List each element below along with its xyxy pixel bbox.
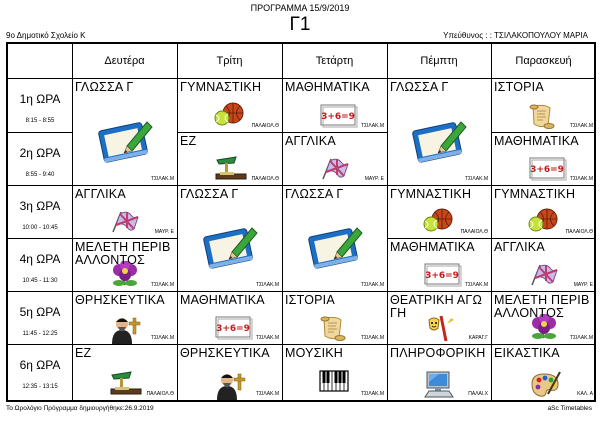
- grid-line: [387, 238, 491, 239]
- timetable-cell: [491, 78, 596, 132]
- flag-icon: [528, 261, 558, 291]
- period-name: 6η ΩΡΑ: [19, 358, 61, 372]
- subject-name: ΕΖ: [180, 134, 197, 148]
- subject-name: ΜΑΘΗΜΑΤΙΚΑ: [494, 134, 579, 148]
- svg-text:3+6=9: 3+6=9: [320, 112, 355, 122]
- tablet-pen-icon: [307, 222, 363, 275]
- teacher-name: ΤΣΙΛΑΚ.Μ: [360, 391, 384, 397]
- teacher-name: ΤΣΙΛΑΚ.Μ: [360, 335, 384, 341]
- period-name: 4η ΩΡΑ: [19, 252, 61, 266]
- period-label-2: [8, 132, 72, 185]
- timetable-cell: [177, 185, 282, 291]
- math-icon: [423, 261, 463, 291]
- grid-line: [8, 344, 72, 345]
- balls-icon: [214, 102, 244, 131]
- desk-lamp-icon: [109, 370, 143, 400]
- subject-name: ΓΥΜΝΑΣΤΙΚΗ: [390, 187, 472, 201]
- teacher-name: ΜΑΥΡ. Ε: [154, 229, 174, 235]
- teacher-name: ΤΣΙΛΑΚ.Μ: [255, 335, 279, 341]
- teacher-name: ΤΣΙΛΑΚ.Μ: [569, 335, 593, 341]
- subject-name: ΓΥΜΝΑΣΤΙΚΗ: [494, 187, 576, 201]
- grid-line: [387, 185, 491, 186]
- period-time: 11:45 - 12:25: [22, 331, 58, 337]
- period-label-6: [8, 344, 72, 400]
- subject-name: ΘΡΗΣΚΕΥΤΙΚΑ: [75, 293, 165, 307]
- timetable-cell: [491, 238, 596, 291]
- teacher-name: ΚΑΛ. Α: [577, 391, 593, 397]
- grid-line: [177, 132, 282, 133]
- subject-name: ΙΣΤΟΡΙΑ: [494, 80, 544, 94]
- teacher-name: ΠΑΛΑΙΟΛ.Θ: [251, 123, 279, 129]
- teacher-name: ΤΣΙΛΑΚ.Μ: [255, 282, 279, 288]
- subject-name: ΓΛΩΣΣΑ Γ: [75, 80, 134, 94]
- teacher-name: ΠΑΛΑΙΟΛ.Θ: [251, 176, 279, 182]
- grid-line: [72, 185, 177, 186]
- subject-name: ΕΙΚΑΣΤΙΚΑ: [494, 346, 560, 360]
- computer-icon: [423, 370, 455, 400]
- day-header-2: Τετάρτη: [315, 55, 354, 67]
- period-time: 10:45 - 11:30: [22, 278, 58, 284]
- teacher-name: ΤΣΙΛΑΚ.Μ: [464, 282, 488, 288]
- subject-name: ΑΓΓΛΙΚΑ: [285, 134, 336, 148]
- subject-name: ΜΕΛΕΤΗ ΠΕΡΙΒΑΛΛΟΝΤΟΣ: [494, 293, 590, 320]
- subject-name: ΜΑΘΗΜΑΤΙΚΑ: [390, 240, 475, 254]
- period-time: 8:15 - 8:55: [25, 118, 55, 124]
- teacher-name: ΤΣΙΛΑΚ.Μ: [464, 176, 488, 182]
- day-header-1: Τρίτη: [216, 55, 243, 67]
- schedule-title: ΠΡΟΓΡΑΜΜΑ 15/9/2019: [250, 3, 350, 13]
- timetable-cell: [387, 78, 491, 185]
- subject-name: ΑΓΓΛΙΚΑ: [494, 240, 545, 254]
- teacher-name: ΜΑΥΡ. Ε: [573, 282, 593, 288]
- flag-icon: [319, 155, 349, 185]
- day-header-0: Δευτέρα: [104, 55, 145, 67]
- flag-icon: [109, 208, 139, 238]
- teacher-name: ΤΣΙΛΑΚ.Μ: [150, 176, 174, 182]
- subject-name: ΜΑΘΗΜΑΤΙΚΑ: [285, 80, 370, 94]
- grid-line: [177, 291, 282, 292]
- math-icon: [528, 155, 568, 185]
- priest-cross-icon: [214, 370, 248, 400]
- balls-icon: [528, 208, 558, 237]
- period-name: 3η ΩΡΑ: [19, 199, 61, 213]
- balls-icon: [423, 208, 453, 237]
- scroll-icon: [528, 102, 556, 132]
- responsible-teacher: Υπεύθυνος : : ΤΣΙΛΑΚΟΠΟΥΛΟΥ ΜΑΡΙΑ: [443, 31, 588, 40]
- timetable-cell: [177, 291, 282, 344]
- desk-lamp-icon: [214, 155, 248, 185]
- palette-icon: [528, 370, 562, 400]
- day-header-3: Πέμπτη: [420, 55, 458, 67]
- teacher-name: ΤΣΙΛΑΚ.Μ: [360, 282, 384, 288]
- timetable-cell: [72, 344, 177, 400]
- svg-text:3+6=9: 3+6=9: [215, 324, 250, 334]
- grid-line: [8, 291, 72, 292]
- teacher-name: ΤΣΙΛΑΚ.Μ: [569, 176, 593, 182]
- teacher-name: ΠΑΛΑΙΟΛ.Θ: [565, 229, 593, 235]
- teacher-name: ΤΣΙΛΑΚ.Μ: [569, 123, 593, 129]
- timetable-cell: [177, 132, 282, 185]
- period-name: 5η ΩΡΑ: [19, 305, 61, 319]
- subject-name: ΓΛΩΣΣΑ Γ: [285, 187, 344, 201]
- teacher-name: ΚΑΡΑΓ.Γ: [468, 335, 488, 341]
- timetable-cell: [491, 291, 596, 344]
- subject-name: ΘΡΗΣΚΕΥΤΙΚΑ: [180, 346, 270, 360]
- school-name: 9ο Δημοτικό Σχολείο Κ: [6, 31, 86, 40]
- scroll-icon: [319, 314, 347, 344]
- timetable-cell: [387, 344, 491, 400]
- timetable-cell: [282, 132, 387, 185]
- period-name: 2η ΩΡΑ: [19, 146, 61, 160]
- teacher-name: ΤΣΙΛΑΚ.Μ: [255, 391, 279, 397]
- timetable-cell: [387, 185, 491, 238]
- period-time: 8:55 - 9:40: [25, 172, 55, 178]
- timetable-cell: [177, 78, 282, 132]
- timetable-cell: [491, 344, 596, 400]
- subject-name: ΜΑΘΗΜΑΤΙΚΑ: [180, 293, 265, 307]
- timetable-cell: [491, 185, 596, 238]
- teacher-name: ΤΣΙΛΑΚ.Μ: [150, 282, 174, 288]
- timetable-grid: [6, 42, 596, 402]
- teacher-name: ΤΣΙΛΑΚ.Μ: [360, 123, 384, 129]
- teacher-name: ΤΣΙΛΑΚ.Μ: [150, 335, 174, 341]
- grid-line: [8, 78, 596, 79]
- teacher-name: ΠΑΛΑΙΟΛ.Θ: [460, 229, 488, 235]
- teacher-name: ΜΑΥΡ. Ε: [364, 176, 384, 182]
- tablet-pen-icon: [202, 222, 258, 275]
- period-label-3: [8, 185, 72, 238]
- subject-name: ΜΟΥΣΙΚΗ: [285, 346, 344, 360]
- timetable-cell: [491, 132, 596, 185]
- grid-line: [491, 238, 596, 239]
- math-icon: [319, 102, 359, 132]
- period-time: 12:35 - 13:15: [22, 384, 58, 390]
- grid-line: [8, 238, 72, 239]
- subject-name: ΘΕΑΤΡΙΚΗ ΑΓΩΓΗ: [390, 293, 483, 320]
- subject-name: ΓΛΩΣΣΑ Γ: [390, 80, 449, 94]
- period-label-5: [8, 291, 72, 344]
- grid-line: [387, 44, 388, 400]
- math-icon: [214, 314, 254, 344]
- period-name: 1η ΩΡΑ: [19, 92, 61, 106]
- grid-line: [8, 132, 72, 133]
- timetable-cell: [282, 344, 387, 400]
- svg-text:3+6=9: 3+6=9: [529, 165, 564, 175]
- tablet-pen-icon: [411, 116, 467, 169]
- piano-icon: [319, 370, 349, 397]
- timetable-cell: [72, 238, 177, 291]
- timetable-cell: [387, 291, 491, 344]
- timetable-cell: [282, 291, 387, 344]
- timetable-cell: [72, 185, 177, 238]
- subject-name: ΙΣΤΟΡΙΑ: [285, 293, 335, 307]
- class-name: Γ1: [289, 14, 311, 35]
- timetable-cell: [282, 78, 387, 132]
- timetable-cell: [177, 344, 282, 400]
- timetable-cell: [72, 78, 177, 185]
- grid-line: [177, 44, 178, 400]
- subject-name: ΠΛΗΡΟΦΟΡΙΚΗ: [390, 346, 486, 360]
- day-header-4: Παρασκευή: [515, 55, 572, 67]
- teacher-name: ΠΑΛΑΙ.Χ: [468, 391, 488, 397]
- svg-text:3+6=9: 3+6=9: [425, 271, 459, 281]
- subject-name: ΑΓΓΛΙΚΑ: [75, 187, 126, 201]
- grid-line: [491, 44, 492, 400]
- timetable-cell: [387, 238, 491, 291]
- grid-line: [8, 185, 72, 186]
- subject-name: ΓΥΜΝΑΣΤΙΚΗ: [180, 80, 262, 94]
- period-time: 10:00 - 10:45: [22, 225, 58, 231]
- grid-line: [282, 44, 283, 400]
- subject-name: ΜΕΛΕΤΗ ΠΕΡΙΒΑΛΛΟΝΤΟΣ: [75, 240, 171, 267]
- priest-cross-icon: [109, 314, 143, 344]
- period-label-4: [8, 238, 72, 291]
- grid-line: [72, 44, 73, 400]
- tablet-pen-icon: [97, 116, 153, 169]
- subject-name: ΓΛΩΣΣΑ Γ: [180, 187, 239, 201]
- subject-name: ΕΖ: [75, 346, 92, 360]
- period-label-1: [8, 78, 72, 132]
- timetable-cell: [72, 291, 177, 344]
- timetable-cell: [282, 185, 387, 291]
- grid-line: [282, 291, 387, 292]
- footer-brand: aSc Timetables: [547, 405, 592, 412]
- teacher-name: ΠΑΛΑΙΟΛ.Θ: [146, 391, 174, 397]
- footer-created: Το Ωρολόγιο Πρόγραμμα δημιουργήθηκε:26.9.2019: [6, 405, 154, 412]
